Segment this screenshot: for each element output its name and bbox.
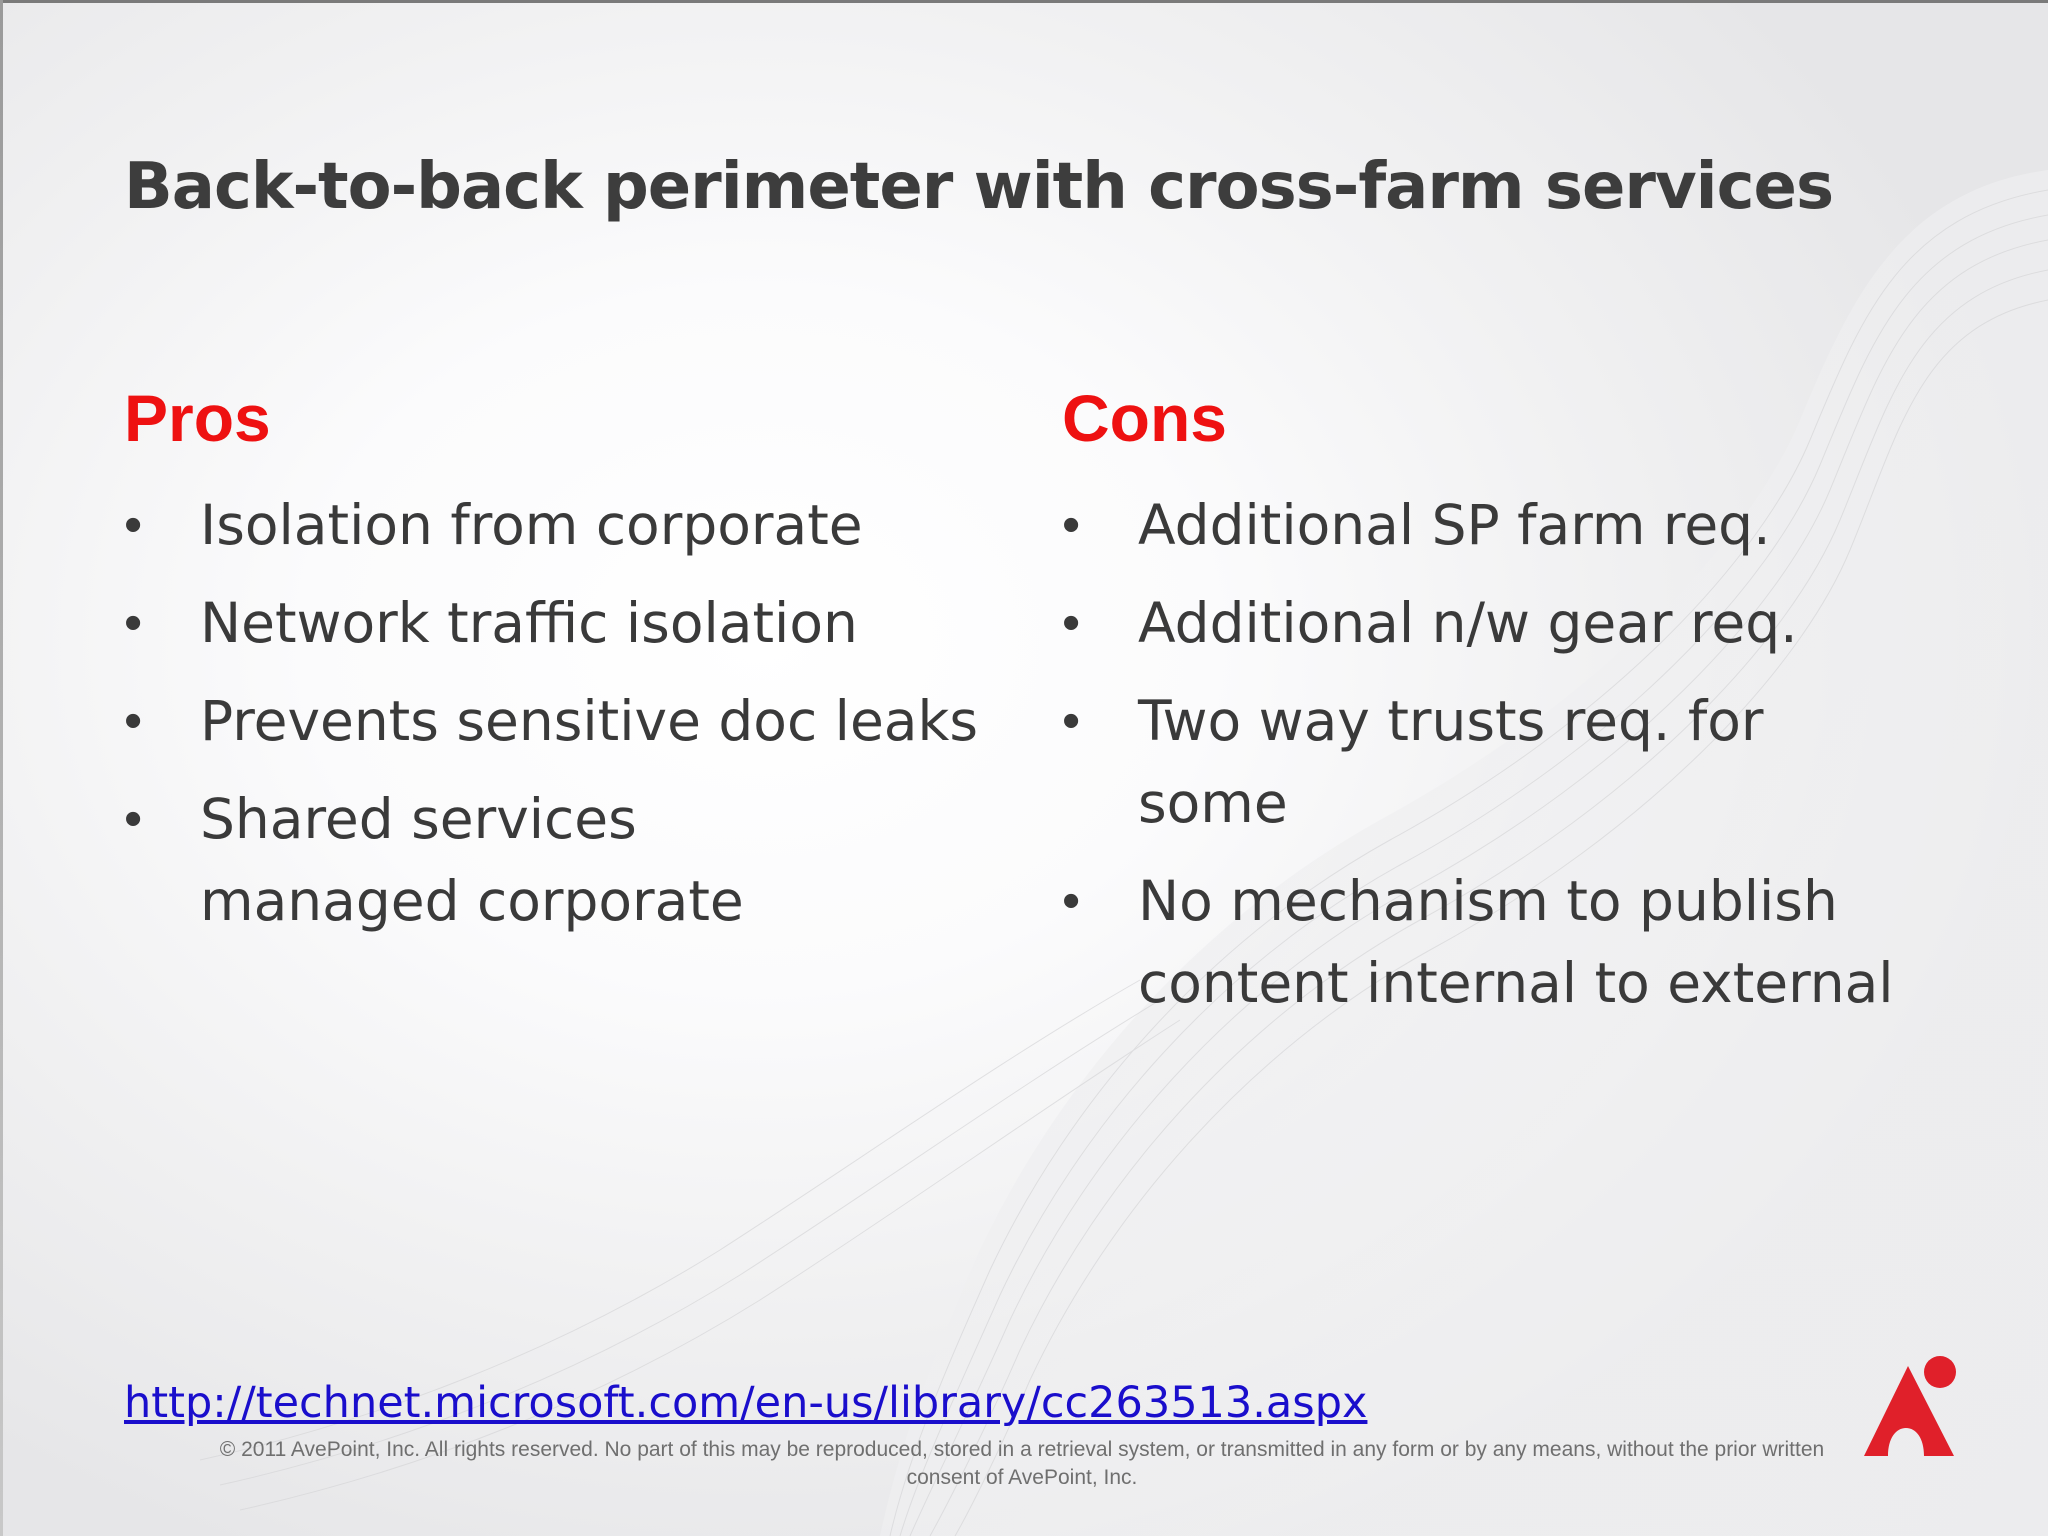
bullet-icon: • xyxy=(1062,496,1081,554)
pros-heading: Pros xyxy=(124,381,271,455)
cons-item xyxy=(1062,860,1982,1024)
avepoint-logo-icon xyxy=(1862,1352,1966,1458)
bullet-icon: • xyxy=(1062,872,1081,930)
pros-column xyxy=(124,378,1004,958)
slide-title: Back-to-back perimeter with cross-farm services xyxy=(124,150,1834,224)
pros-list xyxy=(124,484,1004,942)
bullet-icon: • xyxy=(124,594,143,652)
bullet-icon: • xyxy=(124,790,143,848)
cons-item-text: Additional n/w gear req. xyxy=(1138,591,1798,655)
reference-link[interactable]: http://technet.microsoft.com/en-us/library/cc263513.aspx xyxy=(124,1378,1368,1428)
cons-item xyxy=(1062,582,1982,664)
pros-item-text: Prevents sensitive doc leaks xyxy=(200,689,979,753)
pros-item xyxy=(124,778,900,942)
cons-list xyxy=(1062,484,1982,1024)
pros-item-text: Shared services managed corporate xyxy=(200,787,744,933)
cons-item xyxy=(1062,484,1982,566)
cons-heading: Cons xyxy=(1062,381,1227,455)
pros-item-text: Network traffic isolation xyxy=(200,591,858,655)
cons-item-text: No mechanism to publish content internal to external xyxy=(1138,869,1894,1015)
cons-item-text: Additional SP farm req. xyxy=(1138,493,1771,557)
bullet-icon: • xyxy=(1062,692,1081,750)
bullet-icon: • xyxy=(1062,594,1081,652)
cons-item-text: Two way trusts req. for some xyxy=(1138,689,1764,835)
cons-column xyxy=(1062,378,1982,1040)
pros-item-text: Isolation from corporate xyxy=(200,493,863,557)
bullet-icon: • xyxy=(124,496,143,554)
pros-item xyxy=(124,680,1004,762)
pros-item xyxy=(124,484,1004,566)
pros-item xyxy=(124,582,1004,664)
bullet-icon: • xyxy=(124,692,143,750)
cons-item xyxy=(1062,680,1858,844)
copyright-notice: © 2011 AvePoint, Inc. All rights reserved. No part of this may be reproduced, stored in a retrieval system, or transmitted in any form or by any means, without the prior written consent of AvePoint, Inc. xyxy=(219,1438,1825,1489)
